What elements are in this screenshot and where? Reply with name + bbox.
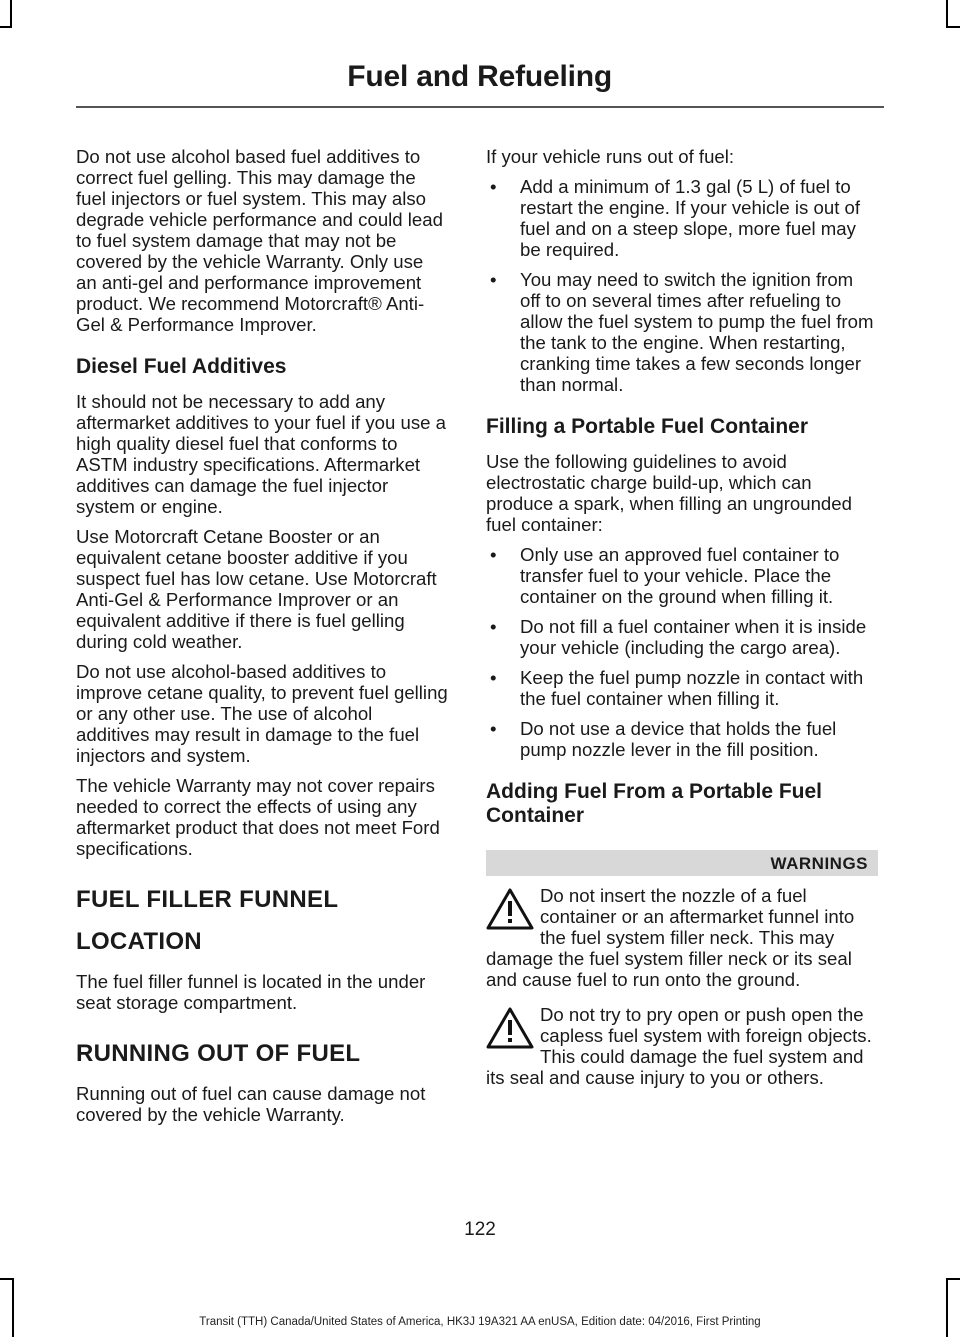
warning-block <box>486 1004 878 1088</box>
crop-mark <box>946 1280 948 1337</box>
warnings-label: WARNINGS <box>486 850 878 876</box>
bullet: • <box>490 667 497 688</box>
paragraph: The fuel filler funnel is located in the under seat storage compartment. <box>76 971 426 1013</box>
paragraph: The vehicle Warranty may not cover repairs needed to correct the effects of using any aftermarket product that does not meet Ford specifications. <box>76 775 440 859</box>
section-heading-filling-container: Filling a Portable Fuel Container <box>486 415 809 438</box>
chapter-heading-running-out: RUNNING OUT OF FUEL <box>76 1040 361 1067</box>
list-item-text: Add a minimum of 1.3 gal (5 L) of fuel to restart the engine. If your vehicle is out of fuel and on a steep slope, more fuel may be required. <box>520 176 861 260</box>
left-column <box>76 146 448 1134</box>
chapter-heading-funnel-location <box>76 885 448 957</box>
right-column <box>486 146 878 1098</box>
bullet-list <box>486 544 878 760</box>
warning-triangle-icon <box>486 887 534 931</box>
header-divider <box>76 106 884 108</box>
page-number: 122 <box>464 1219 496 1240</box>
section-heading-adding-fuel: Adding Fuel From a Portable Fuel Container <box>486 780 823 827</box>
list-item-text: Only use an approved fuel container to transfer fuel to your vehicle. Place the container on the ground when filling it. <box>520 544 840 607</box>
warning-text: Do not try to pry open or push open the capless fuel system with foreign objects. This could damage the fuel system and its seal and cause injury to you or others. <box>486 1004 872 1088</box>
list-item <box>486 176 878 260</box>
warning-block <box>486 885 878 990</box>
crop-mark <box>10 0 12 26</box>
paragraph: Do not use alcohol based fuel additives to correct fuel gelling. This may damage the fuel injectors or fuel system. This may also degrade vehicle performance and could lead to fuel system damage that may not be covered by the vehicle Warranty. Only use an anti-gel and performance improvement product. We recommend Motorcraft® Anti-Gel & Performance Improver. <box>76 146 443 335</box>
section-heading-diesel-additives: Diesel Fuel Additives <box>76 355 287 378</box>
footer-text: Transit (TTH) Canada/United States of America, HK3J 19A321 AA enUSA, Edition date: 04/2016, First Printing <box>199 1316 761 1328</box>
bullet: • <box>490 544 497 565</box>
list-item-text: You may need to switch the ignition from off to on several times after refueling to allow the fuel system to pump the fuel from the tank to the engine. When restarting, cranking time takes a few seconds longer than normal. <box>520 269 874 395</box>
paragraph: Running out of fuel can cause damage not covered by the vehicle Warranty. <box>76 1083 426 1125</box>
bullet: • <box>490 616 497 637</box>
list-item <box>486 544 878 607</box>
list-item <box>486 616 878 658</box>
list-item <box>486 718 878 760</box>
crop-mark <box>946 1278 960 1280</box>
list-item-text: Do not use a device that holds the fuel pump nozzle lever in the fill position. <box>520 718 837 760</box>
paragraph: Do not use alcohol-based additives to improve cetane quality, to prevent fuel gelling or any other use. The use of alcohol additives may result in damage to the fuel injectors and system. <box>76 661 448 766</box>
bullet: • <box>490 176 497 197</box>
list-item-text: Do not fill a fuel container when it is inside your vehicle (including the cargo area). <box>520 616 867 658</box>
list-item <box>486 269 878 395</box>
crop-mark <box>946 26 960 28</box>
crop-mark <box>0 26 12 28</box>
paragraph: It should not be necessary to add any aftermarket additives to your fuel if you use a high quality diesel fuel that conforms to ASTM industry specifications. Aftermarket additives can damage the fuel injector system or engine. <box>76 391 446 517</box>
paragraph: If your vehicle runs out of fuel: <box>486 146 735 167</box>
bullet-list <box>486 176 878 395</box>
page-title: Fuel and Refueling <box>347 60 612 93</box>
bullet: • <box>490 269 497 290</box>
bullet: • <box>490 718 497 739</box>
crop-mark <box>946 0 948 26</box>
paragraph: Use Motorcraft Cetane Booster or an equivalent cetane booster additive if you suspect fuel has low cetane. Use Motorcraft Anti-Gel & Performance Improver or an equivalent additive if there is fuel gelling during cold weather. <box>76 526 437 652</box>
warning-triangle-icon <box>486 1006 534 1050</box>
crop-mark <box>12 1280 14 1337</box>
list-item-text: Keep the fuel pump nozzle in contact with the fuel container when filling it. <box>520 667 864 709</box>
warning-text: Do not insert the nozzle of a fuel container or an aftermarket funnel into the fuel system filler neck. This may damage the fuel system filler neck or its seal and cause fuel to run onto the ground. <box>486 885 855 990</box>
paragraph: Use the following guidelines to avoid electrostatic charge build-up, which can produce a spark, when filling an ungrounded fuel container: <box>486 451 852 535</box>
heading-line: LOCATION <box>76 928 202 955</box>
heading-line: FUEL FILLER FUNNEL <box>76 886 339 913</box>
list-item <box>486 667 878 709</box>
